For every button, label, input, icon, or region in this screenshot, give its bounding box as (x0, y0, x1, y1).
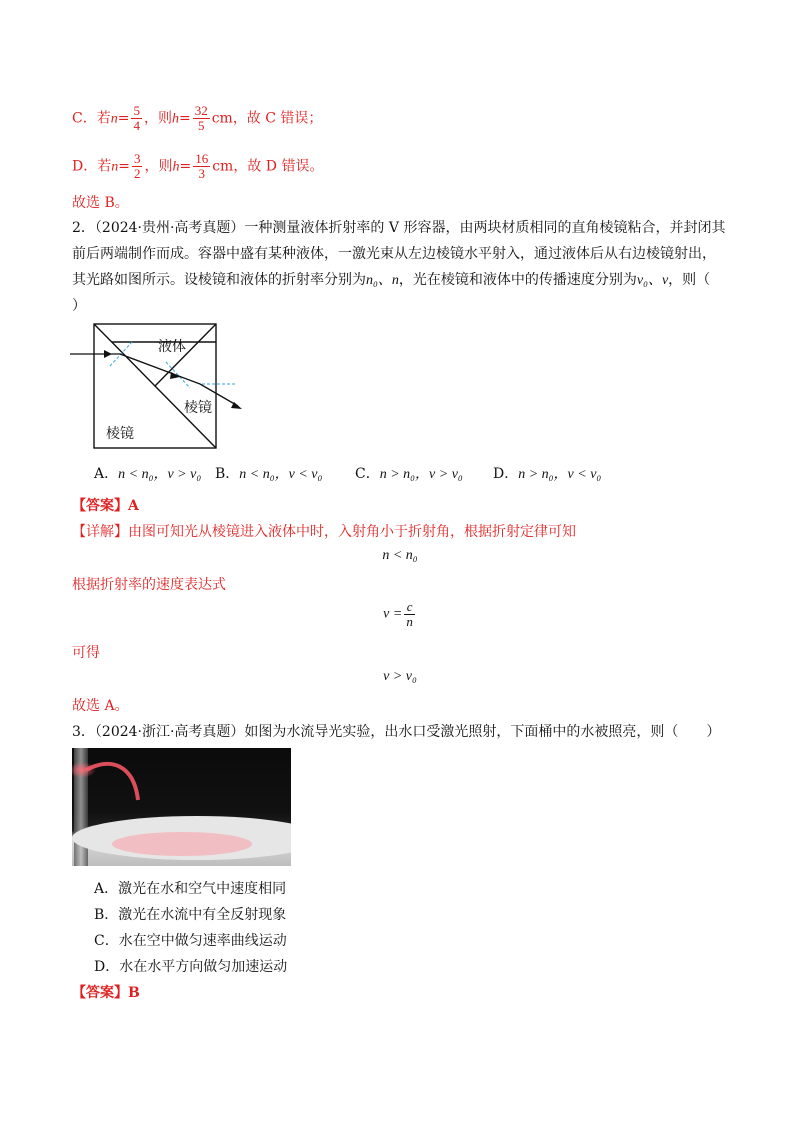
q2-option-c[interactable]: C．n > n₀，v > v₀ (355, 466, 463, 482)
select-b: 故选 B。 (72, 195, 129, 211)
q2-option-a[interactable]: A．n < n₀，v > v₀ (94, 466, 202, 482)
q2-answer: 【答案】A (72, 498, 139, 514)
q2-select: 故选 A。 (72, 698, 129, 714)
q2-option-b[interactable]: B．n < n₀，v < v₀ (215, 466, 323, 482)
photo-drawing (72, 748, 291, 866)
tube-glow (72, 762, 96, 778)
q2-line1: 2．（2024·贵州·高考真题）一种测量液体折射率的 V 形容器，由两块材质相同的直角棱镜粘合，并封闭其 (72, 220, 726, 236)
q2-text2: 根据折射率的速度表达式 (72, 577, 226, 593)
label-liquid: 液体 (158, 339, 186, 355)
q3-option-a[interactable]: A．激光在水和空气中速度相同 (94, 881, 287, 897)
basin-red-glow (112, 832, 252, 856)
q2-option-d[interactable]: D．n > n₀，v < v₀ (493, 466, 602, 482)
option-c-line: C．若n= $\frac{5}{4}$ ，则h= $\frac{32}{5}$ cm，故 C 错误； (72, 103, 323, 133)
q2-line4: ） (72, 298, 86, 314)
q3-option-d[interactable]: D．水在水平方向做匀加速运动 (94, 959, 288, 975)
fraction-n: $\frac{5}{4}$ (133, 103, 140, 133)
water-light-photo (72, 748, 291, 866)
ray-arrow-1 (104, 350, 112, 358)
light-ray (70, 354, 238, 406)
q3-option-c[interactable]: C．水在空中做匀速率曲线运动 (94, 933, 287, 949)
q2-eq2: v = $\frac{c}{n}$ (383, 599, 413, 629)
q3-line1: 3．（2024·浙江·高考真题）如图为水流导光实验，出水口受激光照射，下面桶中的水被照亮，则（ ） (72, 724, 721, 740)
q2-text3: 可得 (72, 645, 100, 661)
option-d-line: D．若n= $\frac{3}{2}$ ，则h= $\frac{16}{3}$ cm，故 D 错误。 (72, 151, 324, 181)
normal-line-2 (166, 362, 190, 388)
q2-eq3: v > v₀ (383, 669, 417, 684)
q2-eq1: n < n₀ (382, 548, 418, 563)
q3-answer: 【答案】B (72, 985, 140, 1001)
fraction-n: $\frac{3}{2}$ (133, 151, 141, 181)
fraction-h: $\frac{16}{3}$ (195, 151, 209, 181)
label-prism-left: 棱镜 (106, 426, 134, 442)
label-prism-right: 棱镜 (184, 400, 212, 416)
q2-line2: 前后两端制作而成。容器中盛有某种液体，一激光束从左边棱镜水平射入，通过液体后从右边棱镜射出， (72, 246, 716, 262)
q2-detail: 【详解】由图可知光从棱镜进入液体中时，入射角小于折射角，根据折射定律可知 (72, 524, 576, 540)
prism-figure (70, 320, 250, 450)
q2-line3: 其光路如图所示。设棱镜和液体的折射率分别为n₀、n，光在棱镜和液体中的传播速度分别为v₀、v，则（ (72, 272, 711, 288)
fraction-h: $\frac{32}{5}$ (194, 103, 208, 133)
right-prism-hypotenuse (155, 324, 216, 386)
q3-option-b[interactable]: B．激光在水流中有全反射现象 (94, 907, 287, 923)
